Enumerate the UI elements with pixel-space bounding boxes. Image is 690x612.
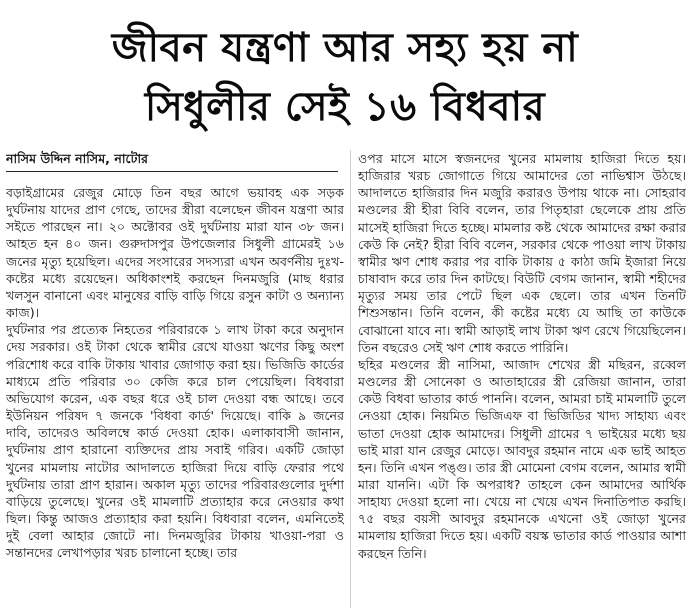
paragraph-left-2: দুর্ঘটনার পর প্রত্যেক নিহতের পরিবারকে ১ লাখ টাকা করে অনুদান দেয় সরকার। ওই টাকা থেকে স্বামীর রেখে যাওয়া ঋণের কিছু অংশ পরিশোধ করে বাকি টাকায় খাবার জোগাড় করা হয়। ভিজিডি কার্ডের মাধ্যমে প্রতি পরিবার ৩০ কেজি করে চাল পেয়েছিল। বিধবারা অভিযোগ করেন, এক বছর ধরে ওই চাল দেওয়া বন্ধ আছে। তবে ইউনিয়ন পরিষদ ৭ জনকে 'বিধবা কার্ড' দিয়েছে। বাকি ৯ জনের দাবি, তাদেরও অবিলম্বে কার্ড দেওয়া হোক। এলাকাবাসী জানান, দুর্ঘটনায় প্রাণ হারানো ব্যক্তিদের প্রায় সবাই গরিব। একটি জোড়া খুনের মামলায় নাটোর আদালতে হাজিরা দিয়ে বাড়ি ফেরার পথে দুর্ঘটনায় তারা প্রাণ হারান। অকাল মৃত্যু তাদের পরিবারগুলোর দুর্দশা বাড়িয়ে তুলেছে। খুনের ওই মামলাটি প্রত্যাহার করে নেওয়ার কথা ছিল। কিন্তু আজও প্রত্যাহার করা হয়নি। বিধবারা বলেন, এমনিতেই দুই বেলা আহার জোটে না। দিনমজুরির টাকায় খাওয়া-পরা ও সন্তানদের লেখাপড়ার খরচ চালানো হচ্ছে। তার <box>6 322 344 561</box>
paragraph-right-1: ওপর মাসে মাসে স্বজনদের খুনের মামলায় হাজিরা দিতে হয়। হাজিরার খরচ জোগাতে গিয়ে আমাদের তো নাভিশ্বাস উঠছে। আদালতে হাজিরার দিন মজুরি করারও উপায় থাকে না। সোহরাব মণ্ডলের স্ত্রী হীরা বিবি বলেন, তার পিতৃহারা ছেলেকে প্রায় প্রতি মাসেই হাজিরা দিতে হচ্ছে। মামলার কষ্ট থেকে আমাদের রক্ষা করার কেউ কি নেই? হীরা বিবি বলেন, সরকার থেকে পাওয়া লাখ টাকায় স্বামীর ঋণ শোধ করার পর বাকি টাকায় ৫ কাঠা জমি ইজারা নিয়ে চাষাবাদ করে তার দিন কাটছে। বিউটি বেগম জানান, স্বামী শহীদের মৃত্যুর সময় তার পেটে ছিল এক ছেলে। তার এখন তিনটি শিশুসন্তান। তিনি বলেন, কী কষ্টের মধ্যে যে আছি তা কাউকে বোঝানো যাবে না। স্বামী আড়াই লাখ টাকা ঋণ রেখে গিয়েছিলেন। তিন বছরেও সেই ঋণ শোধ করতে পারিনি। <box>358 151 686 355</box>
article-column-right <box>358 150 686 610</box>
byline-rule <box>6 171 338 172</box>
column-divider <box>350 150 351 608</box>
byline-author: নাসিম উদ্দিন নাসিম, <box>6 151 110 166</box>
headline-line-1: জীবন যন্ত্রণা আর সহ্য হয় না <box>111 25 579 71</box>
paragraph-left-1: বড়াইগ্রামের রেজুর মোড়ে তিন বছর আগে ভয়াবহ এক সড়ক দুর্ঘটনায় যাদের প্রাণ গেছে, তাদের স্ত্রীরা বলেছেন জীবন যন্ত্রণা আর সইতে পারছেন না। ২০ অক্টোবর ওই দুর্ঘটনায় মারা যান ৩৮ জন। আহত হন ৪০ জন। গুরুদাসপুর উপজেলার সিধুলী গ্রামেরই ১৬ জনের মৃত্যু হয়েছিল। এদের সংসারের সদস্যরা এখন অবর্ণনীয় দুঃখ-কষ্টের মধ্যে রয়েছেন। অধিকাংশই করছেন দিনমজুরি (মাছ ধরার খলসুন বানানো এবং মানুষের বাড়ি বাড়ি গিয়ে রসুন কাটা ও অন্যান্য কাজ)। <box>6 185 344 321</box>
article-column-left <box>6 150 344 610</box>
headline-line-2: সিধুলীর সেই ১৬ বিধবার <box>144 84 546 130</box>
byline-location: নাটোর <box>114 151 149 166</box>
paragraph-right-2: ছহির মণ্ডলের স্ত্রী নাসিমা, আজাদ শেখের স্ত্রী মছিরন, রব্বেল মণ্ডলের স্ত্রী সোনেকা ও আতাহারের স্ত্রী রেজিয়া জানান, তারা কেউ বিধবা ভাতার কার্ড পাননি। বলেন, আমরা চাই মামলাটি তুলে নেওয়া হোক। নিয়মিত ভিজিএফ বা ভিজিডির খাদ্য সাহায্য এবং ভাতা দেওয়া হোক আমাদের। সিধুলী গ্রামের ৭ ভাইয়ের মধ্যে ছয় ভাই মারা যান রেজুর মোড়ে। আবদুর রহমান নামে এক ভাই আহত হন। তিনি এখন পঙ্গু। তার স্ত্রী মোমেনা বেগম বলেন, আমার স্বামী মারা যাননি। এটা কি অপরাধ? তাহলে কেন আমাদের আর্থিক সাহায্য দেওয়া হলো না। খেয়ে না খেয়ে এখন দিনাতিপাত করছি। ৭৫ বছর বয়সী আবদুর রহমানকে এখনো ওই জোড়া খুনের মামলায় হাজিরা দিতে হয়। একটি বয়স্ক ভাতার কার্ড পাওয়ার আশা করছেন তিনি। <box>358 356 686 561</box>
byline <box>6 150 344 167</box>
